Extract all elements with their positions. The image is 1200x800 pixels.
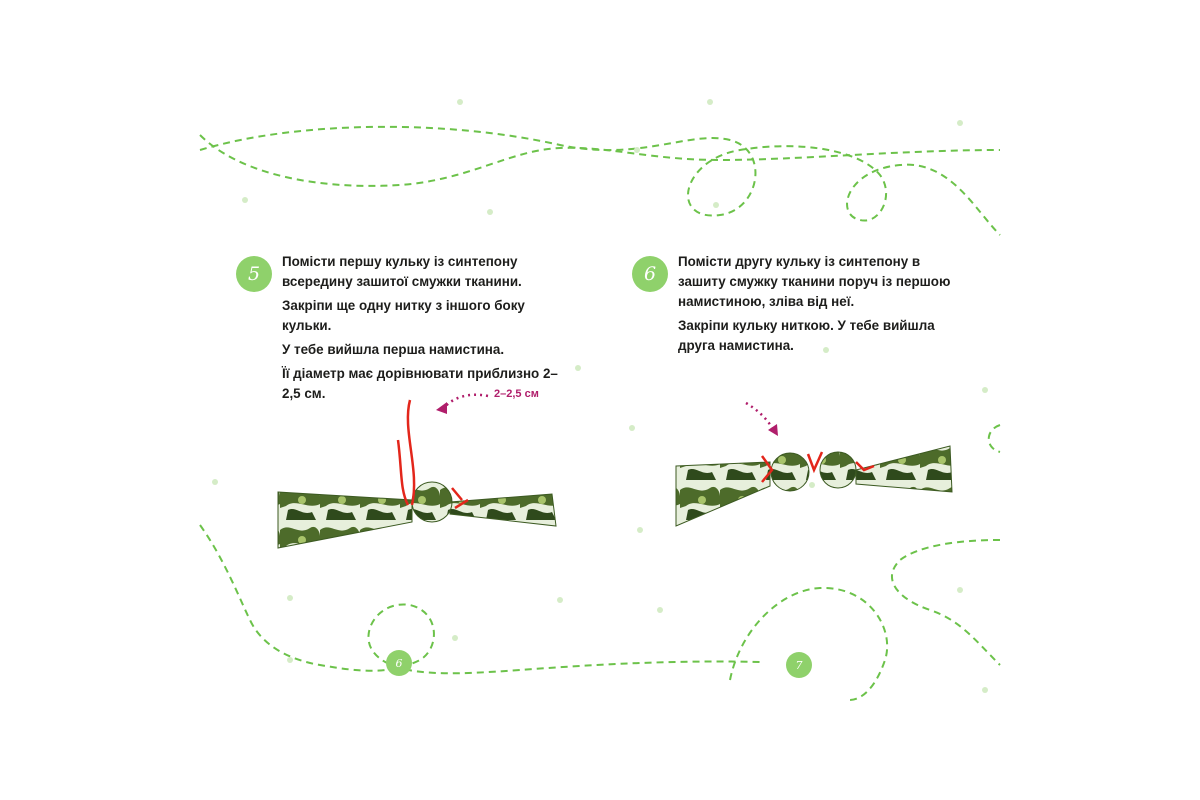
- step-number-badge-6: 6: [632, 256, 668, 292]
- step-number-badge-5: 5: [236, 256, 272, 292]
- measurement-label: 2–2,5 см: [494, 388, 539, 400]
- page-number-7: 7: [786, 652, 812, 678]
- step-5-paragraph-1: Помісти першу кульку із синтепону всередину зашитої смужки тканини.: [282, 254, 522, 289]
- page-number-6: 6: [386, 650, 412, 676]
- step-5-paragraph-2: Закріпи ще одну нитку з іншого боку кульки.: [282, 298, 525, 333]
- step-6-paragraph-1: Помісти другу кульку із синтепону в зашиту смужку тканини поруч із першою намистиною, зліва від неї.: [678, 254, 951, 309]
- step-6-paragraph-2: Закріпи кульку ниткою. У тебе вийшла друга намистина.: [678, 318, 935, 353]
- step-5-paragraph-3: У тебе вийшла перша намистина.: [282, 342, 505, 357]
- step-5-paragraph-4: Її діаметр має дорівнювати приблизно 2–2,5 см.: [282, 366, 558, 401]
